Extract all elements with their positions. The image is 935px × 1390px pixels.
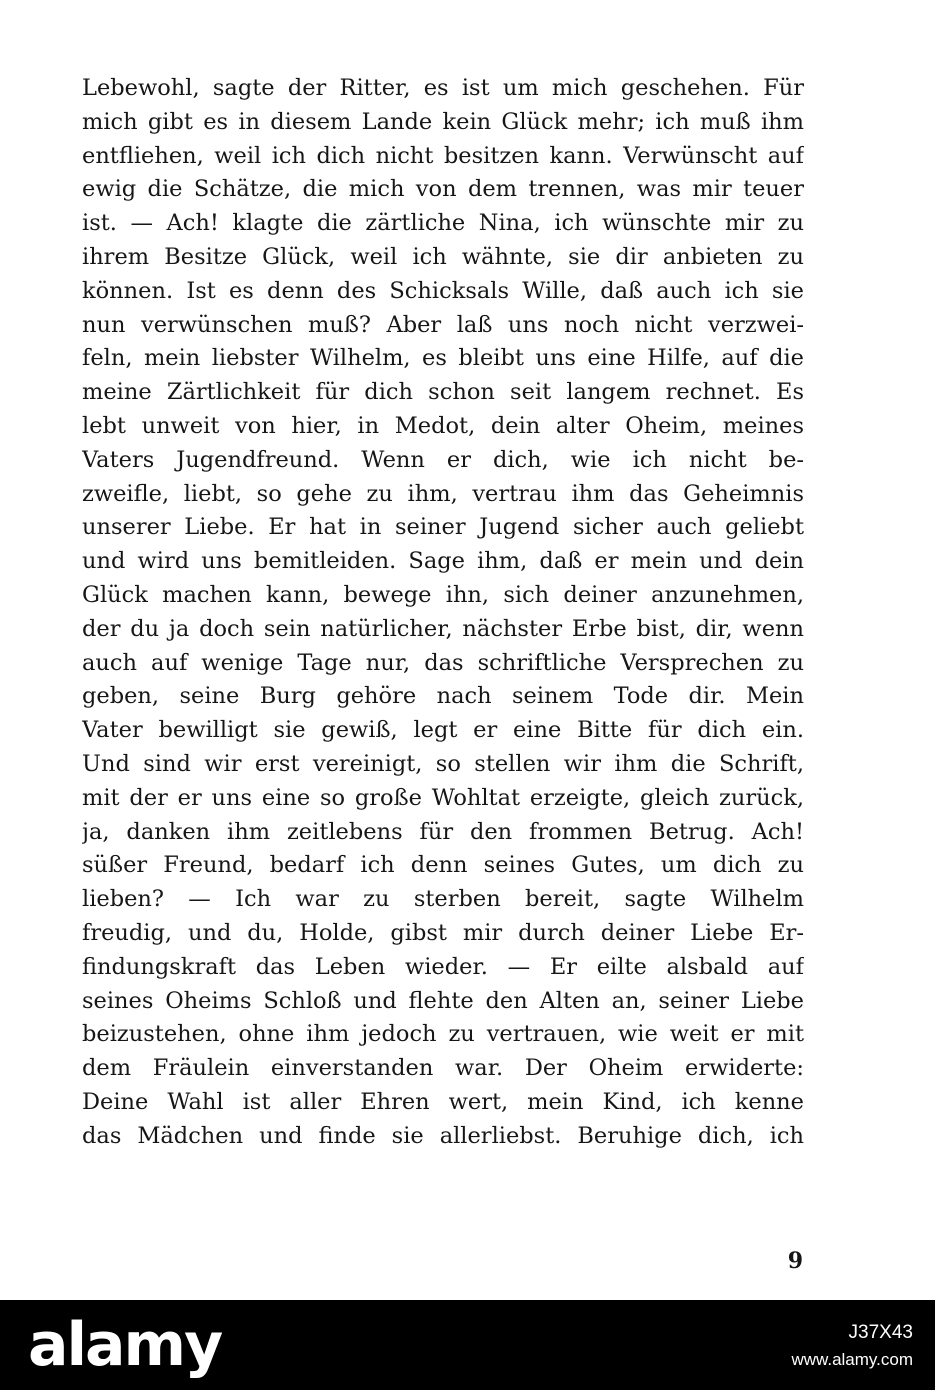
text-line: Deine Wahl ist aller Ehren wert, mein Kind, ich kenne [82,1088,804,1115]
text-line: können. Ist es denn des Schicksals Wille, daß auch ich sie [82,277,804,304]
text-line: Vater bewilligt sie gewiß, legt er eine Bitte für dich ein. [82,717,804,744]
page-number: 9 [787,1248,803,1274]
text-line: mich gibt es in diesem Lande kein Glück mehr; ich muß ihm [82,108,804,135]
text-line: nun verwünschen muß? Aber laß uns noch nicht verzwei- [82,311,804,338]
text-line: meine Zärtlichkeit für dich schon seit langem rechnet. Es [82,379,804,406]
text-line: auch auf wenige Tage nur, das schriftliche Versprechen zu [82,649,804,676]
text-line: lieben? — Ich war zu sterben bereit, sagte Wilhelm [82,886,804,913]
text-line: Glück machen kann, bewege ihn, sich deiner anzunehmen, [82,581,804,608]
text-line: Lebewohl, sagte der Ritter, es ist um mich geschehen. Für [82,75,804,101]
text-line: ewig die Schätze, die mich von dem trennen, was mir teuer [82,176,804,203]
text-line: süßer Freund, bedarf ich denn seines Gutes, um dich zu [82,852,804,879]
site-url: www.alamy.com [791,1350,913,1369]
text-line: und wird uns bemitleiden. Sage ihm, daß er mein und dein [82,548,804,575]
text-line: geben, seine Burg gehöre nach seinem Tode dir. Mein [82,683,804,710]
text-line: lebt unweit von hier, in Medot, dein alter Oheim, meines [82,412,804,439]
text-line: ist. — Ach! klagte die zärtliche Nina, ich wünschte mir zu [82,210,804,237]
text-line: Vaters Jugendfreund. Wenn er dich, wie ich nicht be- [82,446,804,473]
body-text [82,72,804,1154]
alamy-logo: alamy [28,1310,222,1380]
text-line: der du ja doch sein natürlicher, nächster Erbe bist, dir, wenn [82,615,804,642]
text-line: ja, danken ihm zeitlebens für den frommen Betrug. Ach! [82,818,804,845]
text-line: Und sind wir erst vereinigt, so stellen wir ihm die Schrift, [82,750,804,777]
text-line: feln, mein liebster Wilhelm, es bleibt uns eine Hilfe, auf die [82,345,804,372]
text-line: das Mädchen und finde sie allerliebst. Beruhige dich, ich [82,1122,804,1149]
text-line: seines Oheims Schloß und flehte den Alten an, seiner Liebe [82,987,804,1014]
text-line: dem Fräulein einverstanden war. Der Oheim erwiderte: [82,1055,804,1082]
text-line: unserer Liebe. Er hat in seiner Jugend sicher auch geliebt [82,514,804,541]
text-line: entfliehen, weil ich dich nicht besitzen kann. Verwünscht auf [82,142,804,169]
text-line: zweifle, liebt, so gehe zu ihm, vertrau ihm das Geheimnis [82,480,804,507]
text-line: mit der er uns eine so große Wohltat erzeigte, gleich zurück, [82,784,804,811]
text-line: ihrem Besitze Glück, weil ich wähnte, sie dir anbieten zu [82,243,804,270]
text-line: beizustehen, ohne ihm jedoch zu vertrauen, wie weit er mit [82,1021,804,1048]
watermark-banner [0,1300,935,1390]
text-line: freudig, und du, Holde, gibst mir durch deiner Liebe Er- [82,919,804,946]
image-id: J37X43 [848,1322,913,1343]
text-line: findungskraft das Leben wieder. — Er eilte alsbald auf [82,953,804,980]
